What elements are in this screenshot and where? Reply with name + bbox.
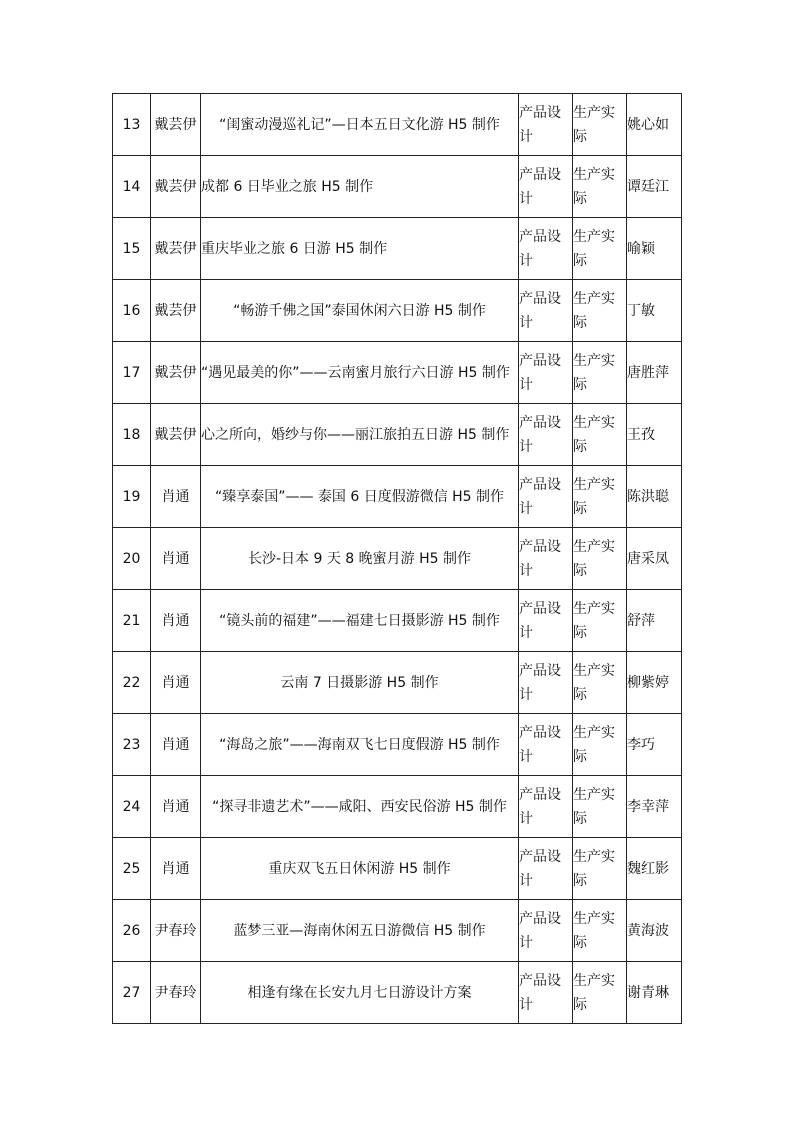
student-name: 喻颖 xyxy=(627,218,682,280)
topic-type: 产品设计 xyxy=(519,776,573,838)
topic-type: 产品设计 xyxy=(519,218,573,280)
topic-title: 云南 7 日摄影游 H5 制作 xyxy=(201,652,519,714)
topic-type: 产品设计 xyxy=(519,590,573,652)
topic-title: 长沙-日本 9 天 8 晚蜜月游 H5 制作 xyxy=(201,528,519,590)
student-name: 李巧 xyxy=(627,714,682,776)
topic-title: 相逢有缘在长安九月七日游设计方案 xyxy=(201,962,519,1024)
topic-source: 生产实际 xyxy=(573,342,627,404)
topic-title: “闺蜜动漫巡礼记”—日本五日文化游 H5 制作 xyxy=(201,94,519,156)
topic-source: 生产实际 xyxy=(573,466,627,528)
topic-title: “海岛之旅”——海南双飞七日度假游 H5 制作 xyxy=(201,714,519,776)
topic-source: 生产实际 xyxy=(573,280,627,342)
topic-source: 生产实际 xyxy=(573,528,627,590)
row-number: 23 xyxy=(113,714,151,776)
student-name: 王孜 xyxy=(627,404,682,466)
row-number: 26 xyxy=(113,900,151,962)
student-name: 姚心如 xyxy=(627,94,682,156)
advisor-name: 戴芸伊 xyxy=(151,404,201,466)
thesis-topic-table xyxy=(112,93,682,1024)
row-number: 24 xyxy=(113,776,151,838)
student-name: 黄海波 xyxy=(627,900,682,962)
table-row xyxy=(113,714,682,776)
student-name: 谢青琳 xyxy=(627,962,682,1024)
topic-source: 生产实际 xyxy=(573,156,627,218)
topic-source: 生产实际 xyxy=(573,838,627,900)
topic-source: 生产实际 xyxy=(573,94,627,156)
table-row xyxy=(113,466,682,528)
student-name: 丁敏 xyxy=(627,280,682,342)
table-row xyxy=(113,280,682,342)
row-number: 14 xyxy=(113,156,151,218)
topic-title: “镜头前的福建”——福建七日摄影游 H5 制作 xyxy=(201,590,519,652)
student-name: 唐胜萍 xyxy=(627,342,682,404)
advisor-name: 肖通 xyxy=(151,466,201,528)
row-number: 18 xyxy=(113,404,151,466)
advisor-name: 戴芸伊 xyxy=(151,94,201,156)
row-number: 25 xyxy=(113,838,151,900)
row-number: 22 xyxy=(113,652,151,714)
table-row xyxy=(113,156,682,218)
topic-source: 生产实际 xyxy=(573,776,627,838)
topic-source: 生产实际 xyxy=(573,590,627,652)
topic-title: 重庆毕业之旅 6 日游 H5 制作 xyxy=(201,218,519,280)
topic-title: “臻享泰国”—— 泰国 6 日度假游微信 H5 制作 xyxy=(201,466,519,528)
topic-title: “探寻非遗艺术”——咸阳、西安民俗游 H5 制作 xyxy=(201,776,519,838)
topic-type: 产品设计 xyxy=(519,342,573,404)
topic-title: “畅游千佛之国”泰国休闲六日游 H5 制作 xyxy=(201,280,519,342)
row-number: 15 xyxy=(113,218,151,280)
topic-source: 生产实际 xyxy=(573,652,627,714)
advisor-name: 肖通 xyxy=(151,590,201,652)
table-row xyxy=(113,776,682,838)
topic-type: 产品设计 xyxy=(519,900,573,962)
advisor-name: 肖通 xyxy=(151,714,201,776)
advisor-name: 尹春玲 xyxy=(151,900,201,962)
row-number: 21 xyxy=(113,590,151,652)
advisor-name: 戴芸伊 xyxy=(151,156,201,218)
student-name: 陈洪聪 xyxy=(627,466,682,528)
student-name: 柳紫婷 xyxy=(627,652,682,714)
advisor-name: 肖通 xyxy=(151,528,201,590)
advisor-name: 尹春玲 xyxy=(151,962,201,1024)
row-number: 17 xyxy=(113,342,151,404)
topic-title: 重庆双飞五日休闲游 H5 制作 xyxy=(201,838,519,900)
advisor-name: 戴芸伊 xyxy=(151,218,201,280)
student-name: 李幸萍 xyxy=(627,776,682,838)
row-number: 19 xyxy=(113,466,151,528)
topic-type: 产品设计 xyxy=(519,528,573,590)
topic-source: 生产实际 xyxy=(573,900,627,962)
student-name: 舒萍 xyxy=(627,590,682,652)
topic-source: 生产实际 xyxy=(573,962,627,1024)
table-row xyxy=(113,962,682,1024)
row-number: 27 xyxy=(113,962,151,1024)
table-row xyxy=(113,590,682,652)
table-row xyxy=(113,404,682,466)
topic-type: 产品设计 xyxy=(519,404,573,466)
student-name: 谭廷江 xyxy=(627,156,682,218)
advisor-name: 戴芸伊 xyxy=(151,280,201,342)
advisor-name: 肖通 xyxy=(151,652,201,714)
topic-source: 生产实际 xyxy=(573,714,627,776)
topic-type: 产品设计 xyxy=(519,156,573,218)
table-row xyxy=(113,900,682,962)
advisor-name: 戴芸伊 xyxy=(151,342,201,404)
topic-title: 蓝梦三亚—海南休闲五日游微信 H5 制作 xyxy=(201,900,519,962)
row-number: 20 xyxy=(113,528,151,590)
topic-type: 产品设计 xyxy=(519,962,573,1024)
advisor-name: 肖通 xyxy=(151,776,201,838)
advisor-name: 肖通 xyxy=(151,838,201,900)
row-number: 16 xyxy=(113,280,151,342)
topic-source: 生产实际 xyxy=(573,218,627,280)
row-number: 13 xyxy=(113,94,151,156)
table-row xyxy=(113,218,682,280)
table-row xyxy=(113,528,682,590)
table-row xyxy=(113,838,682,900)
table-row xyxy=(113,94,682,156)
topic-type: 产品设计 xyxy=(519,466,573,528)
topic-type: 产品设计 xyxy=(519,280,573,342)
topic-type: 产品设计 xyxy=(519,652,573,714)
topic-type: 产品设计 xyxy=(519,714,573,776)
topic-source: 生产实际 xyxy=(573,404,627,466)
topic-type: 产品设计 xyxy=(519,838,573,900)
topic-title: 成都 6 日毕业之旅 H5 制作 xyxy=(201,156,519,218)
table-row xyxy=(113,342,682,404)
student-name: 唐采凤 xyxy=(627,528,682,590)
topic-title: 心之所向，婚纱与你——丽江旅拍五日游 H5 制作 xyxy=(201,404,519,466)
topic-type: 产品设计 xyxy=(519,94,573,156)
topic-title: “遇见最美的你”——云南蜜月旅行六日游 H5 制作 xyxy=(201,342,519,404)
table-row xyxy=(113,652,682,714)
student-name: 魏红影 xyxy=(627,838,682,900)
